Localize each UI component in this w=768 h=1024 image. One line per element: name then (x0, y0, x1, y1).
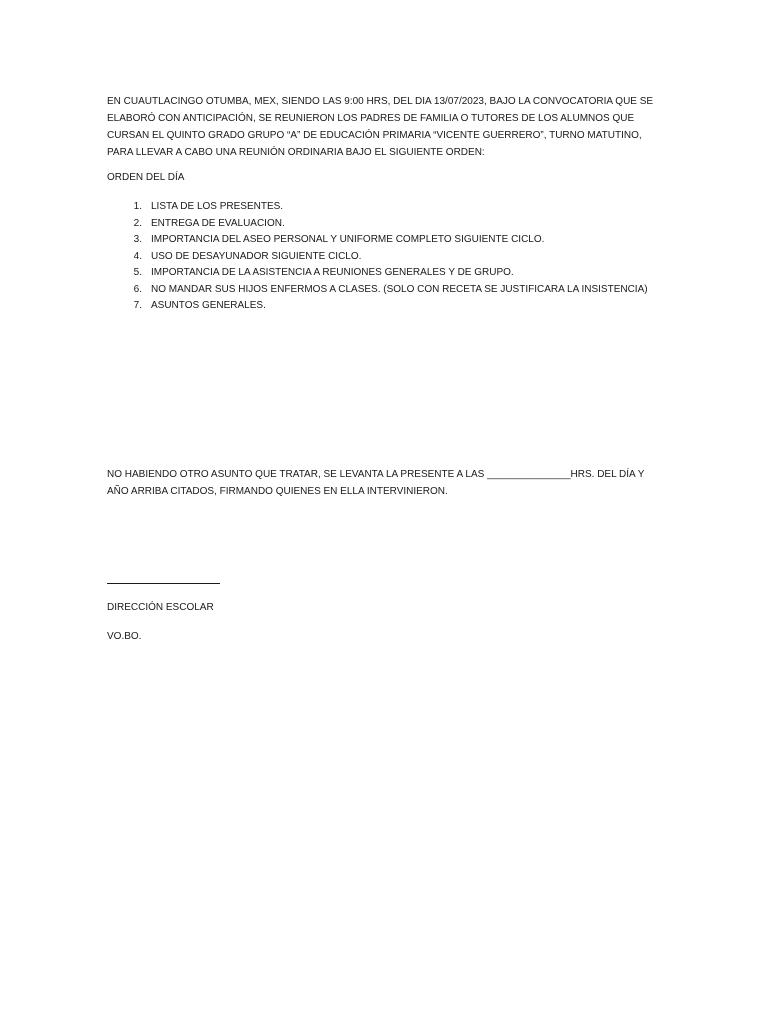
list-item-text: LISTA DE LOS PRESENTES. (151, 201, 284, 212)
list-item (107, 216, 648, 233)
list-item (107, 298, 648, 315)
list-item-text: IMPORTANCIA DEL ASEO PERSONAL Y UNIFORME COMPLETO SIGUIENTE CICLO. (151, 234, 545, 245)
intro-paragraph: EN CUAUTLACINGO OTUMBA, MEX, SIENDO LAS 9:00 HRS, DEL DIA 13/07/2023, BAJO LA CONVOCATORIA QUE SE ELABORÓ CON ANTICIPACIÓN, SE REUNIERON LOS PADRES DE FAMILIA O TUTORES DE LOS ALUMNOS QUE CURSAN EL QUINTO GRADO GRUPO “A” DE EDUCACIÓN PRIMARIA “VICENTE GUERRERO”, TURNO MATUTINO, PARA LLEVAR A CABO UNA REUNIÓN ORDINARIA BAJO EL SIGUIENTE ORDEN: (107, 96, 654, 158)
list-item-text: USO DE DESAYUNADOR SIGUIENTE CICLO. (151, 250, 362, 262)
list-item-number: 2. (133, 217, 142, 229)
closing-paragraph: NO HABIENDO OTRO ASUNTO QUE TRATAR, SE LEVANTA LA PRESENTE A LAS _______________HRS. DEL DÍA Y AÑO ARRIBA CITADOS, FIRMANDO QUIENES EN ELLA INTERVINIERON. (107, 469, 645, 497)
list-item-number: 7. (133, 300, 142, 311)
list-item (107, 249, 648, 266)
list-item-number: 3. (133, 234, 142, 245)
list-item (107, 232, 648, 249)
list-item-number: 4. (133, 250, 142, 262)
list-item-number: 1. (133, 201, 142, 212)
list-item-text: ENTREGA DE EVALUACION. (151, 217, 285, 229)
agenda-list (107, 199, 648, 315)
list-item-number: 5. (133, 267, 142, 278)
signature-line (107, 583, 220, 584)
list-item (107, 282, 648, 299)
list-item-number: 6. (133, 283, 142, 295)
list-item-text: ASUNTOS GENERALES. (151, 300, 266, 311)
list-item-text: IMPORTANCIA DE LA ASISTENCIA A REUNIONES GENERALES Y DE GRUPO. (151, 267, 514, 278)
approval-label: VO.BO. (107, 631, 142, 642)
list-item (107, 199, 648, 216)
list-item (107, 265, 648, 282)
signature-label: DIRECCIÓN ESCOLAR (107, 602, 214, 613)
agenda-heading: ORDEN DEL DÍA (107, 172, 185, 183)
list-item-text: NO MANDAR SUS HIJOS ENFERMOS A CLASES. (SOLO CON RECETA SE JUSTIFICARA LA INSISTENCIA) (151, 283, 648, 295)
